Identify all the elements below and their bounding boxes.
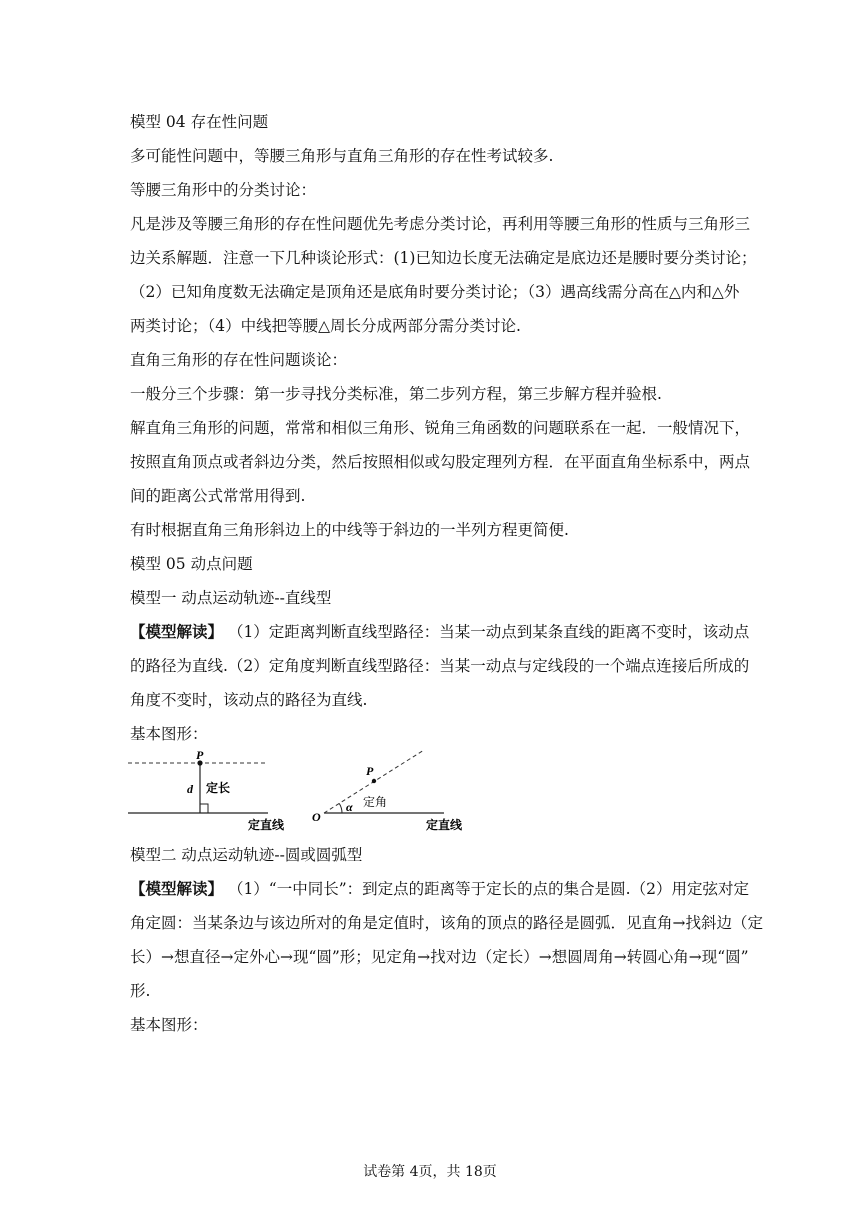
line-8: 直角三角形的存在性问题谈论： [130, 351, 348, 369]
label-p-right: P [366, 764, 374, 778]
line-3: 等腰三角形中的分类讨论： [130, 181, 317, 199]
right-angle-mark [200, 804, 208, 813]
line-1: 模型 04 存在性问题 [130, 113, 269, 131]
line-13: 有时根据直角三角形斜边上的中线等于斜边的一半列方程更简便. [130, 521, 569, 539]
angle-arc [339, 803, 342, 813]
line-7: 两类讨论；（4）中线把等腰△周长分成两部分需分类讨论. [130, 317, 521, 335]
line-25: 基本图形： [130, 1016, 208, 1034]
line-10: 解直角三角形的问题，常常和相似三角形、锐角三角函数的问题联系在一起．一般情况下， [130, 419, 751, 437]
line-18: 角度不变时，该动点的路径为直线. [130, 691, 368, 709]
model-reading-label: 【模型解读】 [130, 622, 224, 641]
line-5: 边关系解题．注意一下几种谈论形式：(1)已知边长度无法确定是底边还是腰时要分类讨论； [130, 249, 757, 267]
label-o: O [312, 810, 321, 824]
line-17: 的路径为直线.（2）定角度判断直线型路径：当某一动点与定线段的一个端点连接后所成的 [130, 657, 750, 675]
line-9: 一般分三个步骤：第一步寻找分类标准，第二步列方程，第三步解方程并验根. [130, 385, 662, 403]
line-23: 长）→想直径→定外心→现“圆”形；见定角→找对边（定长）→想圆周角→转圆心角→现“圆” [130, 948, 749, 966]
line-24: 形. [130, 982, 151, 1000]
model-reading-label-2: 【模型解读】 [130, 879, 224, 898]
line-12: 间的距离公式常常用得到. [130, 487, 306, 505]
line-20: 模型二 动点运动轨迹--圆或圆弧型 [130, 846, 363, 864]
page-footer: 试卷第 4页，共 18页 [363, 1164, 497, 1180]
label-fixed-line-right: 定直线 [426, 818, 463, 832]
line-16-text: （1）定距离判断直线型路径：当某一动点到某条直线的距离不变时，该动点 [223, 623, 750, 641]
point-p-right [372, 779, 376, 783]
line-11: 按照直角顶点或者斜边分类，然后按照相似或勾股定理列方程．在平面直角坐标系中，两点 [130, 453, 751, 471]
line-15: 模型一 动点运动轨迹--直线型 [130, 589, 332, 607]
line-21 [130, 879, 749, 899]
label-p-left: P [196, 748, 204, 762]
label-fixed-angle: 定角 [363, 795, 388, 809]
label-alpha: α [346, 800, 353, 814]
line-4: 凡是涉及等腰三角形的存在性问题优先考虑分类讨论，再利用等腰三角形的性质与三角形三 [130, 215, 751, 233]
line-2: 多可能性问题中，等腰三角形与直角三角形的存在性考试较多. [130, 147, 554, 165]
label-fixed-length: 定长 [206, 781, 231, 795]
label-d: d [187, 782, 193, 796]
line-19: 基本图形： [130, 725, 208, 743]
line-6: （2）已知角度数无法确定是顶角还是底角时要分类讨论；（3）遇高线需分高在△内和△外 [130, 283, 740, 301]
basic-figure-straight-line [128, 748, 478, 838]
line-21-text: （1）“一中同长”：到定点的距离等于定长的点的集合是圆.（2）用定弦对定 [223, 880, 749, 898]
line-16 [130, 622, 749, 642]
line-14: 模型 05 动点问题 [130, 555, 253, 573]
label-fixed-line-left: 定直线 [248, 818, 285, 832]
line-22: 角定圆：当某条边与该边所对的角是定值时，该角的顶点的路径是圆弧．见直角→找斜边（定 [130, 914, 763, 932]
